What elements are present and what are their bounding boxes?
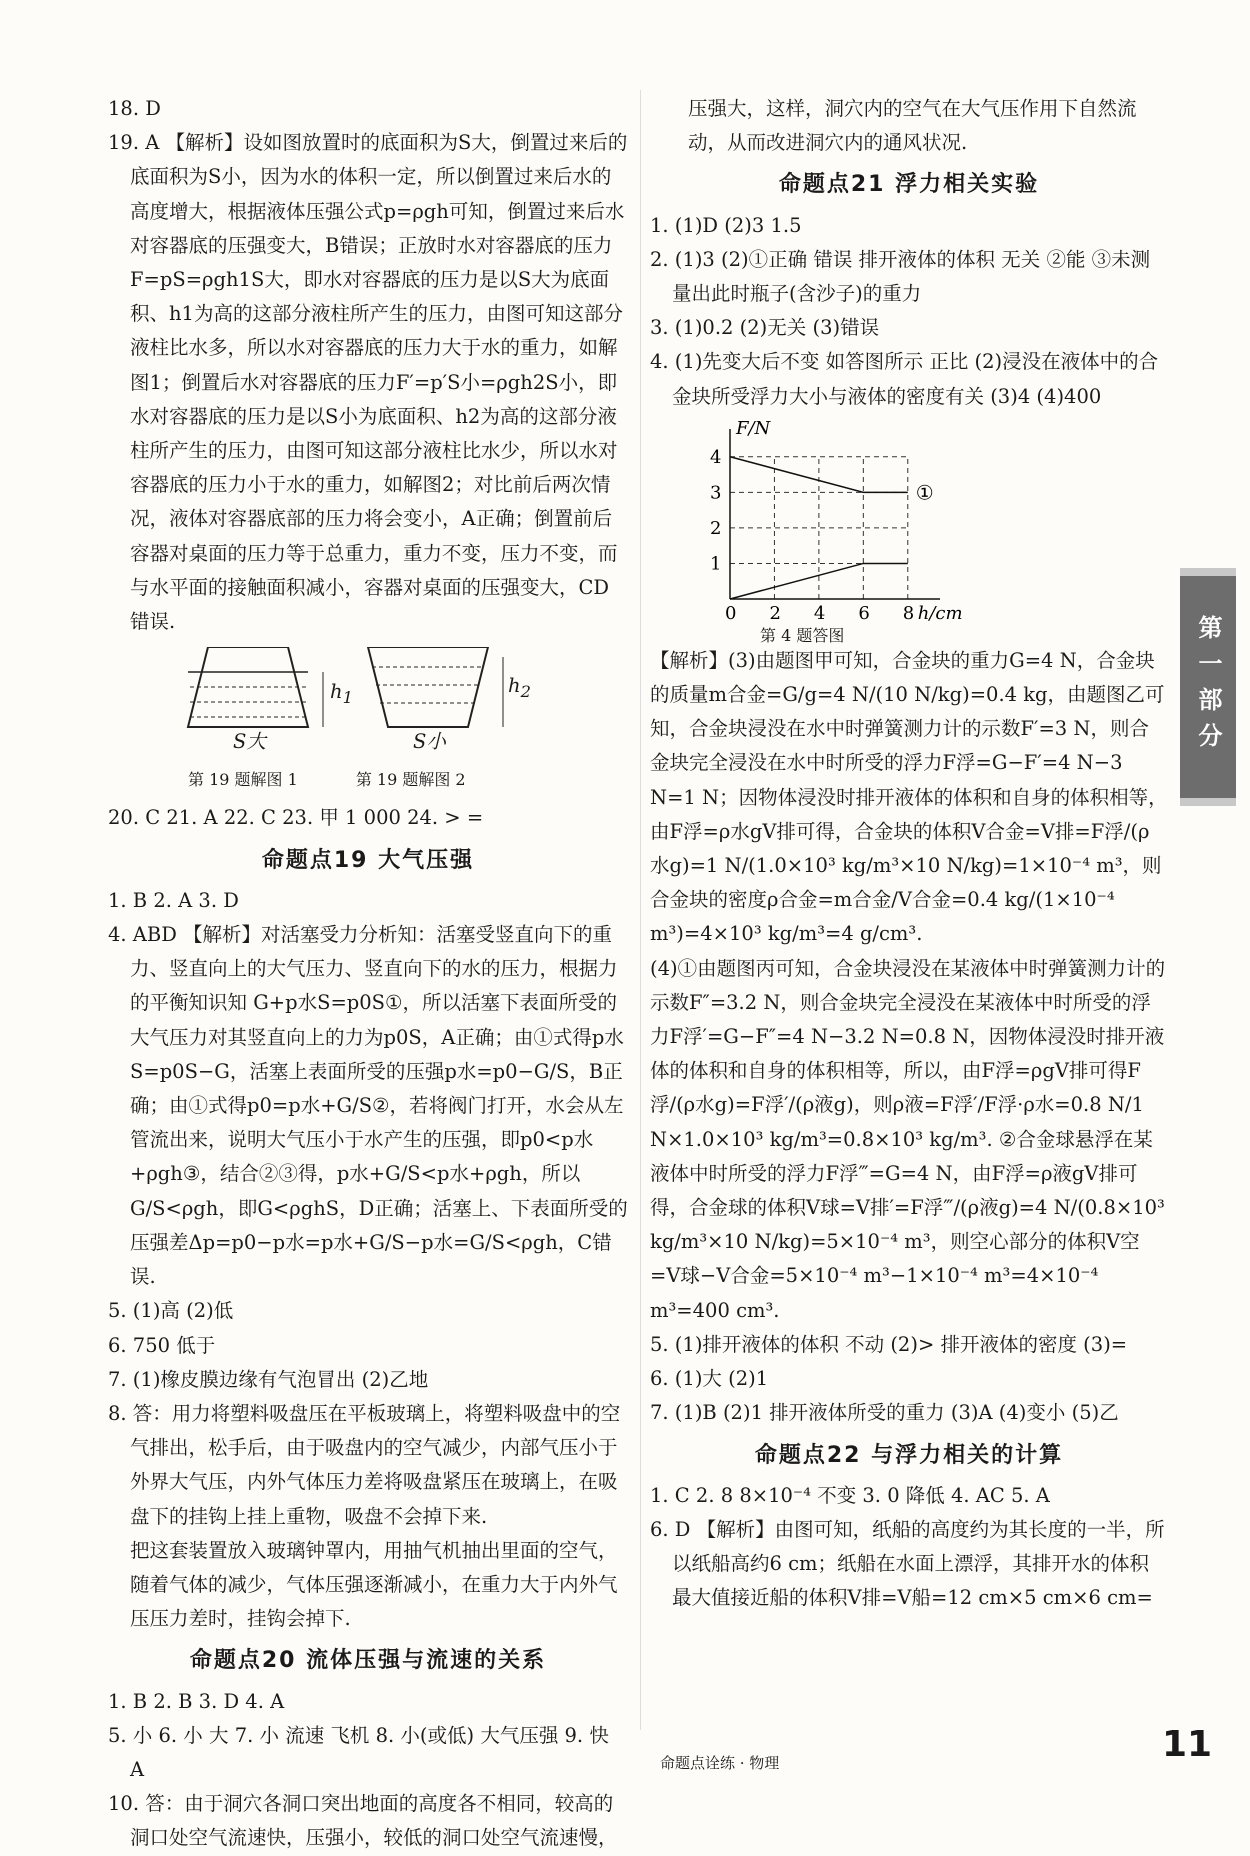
- fig1-caption: 第 19 题解图 1: [188, 770, 298, 790]
- section22-item: 6. D 【解析】由图可知，纸船的高度约为其长度的一半，所以纸船高约6 cm；纸船在水面上漂浮，其排开水的体积最大值接近船的体积V排=V船=12 cm×5 cm×6 cm=: [650, 1517, 1165, 1610]
- x-tick-label: 6: [858, 602, 870, 624]
- section21-item: 3. (1)0.2 (2)无关 (3)错误: [650, 316, 880, 340]
- y-axis-label: F/N: [736, 417, 771, 439]
- fig2-s-label: S小: [413, 730, 446, 754]
- section21-item: 7. (1)B (2)1 排开液体所受的重力 (3)A (4)变小 (5)乙: [650, 1401, 1119, 1425]
- container-2-outline: [368, 647, 488, 727]
- section-heading-22: 命题点22 与浮力相关的计算: [754, 1442, 1064, 1468]
- page-footer: 命题点诠练 · 物理: [660, 1754, 780, 1772]
- section21-item: 5. (1)排开液体的体积 不动 (2)> 排开液体的密度 (3)=: [650, 1332, 1128, 1356]
- chart-caption: 第 4 题答图: [760, 625, 845, 645]
- section19-item: 5. (1)高 (2)低: [108, 1299, 234, 1323]
- figure-19: [108, 645, 628, 763]
- section19-item: 1. B 2. A 3. D: [108, 888, 239, 912]
- section19-item: 4. ABD 【解析】对活塞受力分析知：活塞受竖直向下的重力、竖直向上的大气压力、竖直向下的水的压力，根据力的平衡知识知 G+p水S=p0S①，所以活塞下表面所受的大气压力对其竖直向上的力为p0S，A正确；由①式得p水S=p0S−G，活塞上表面所受的压强p水=p0−G/S，B正确；由①式得p0=p水+G/S②，若将阀门打开，水会从左管流出来，说明大气压小于水产生的压强，即p0<p水+ρgh③，结合②③得，p水+G/S<p水+ρgh，所以G/S<ρgh，即G<ρghS，D正确；活塞上、下表面所受的压强差Δp=p0−p水=p水+G/S−p水=G/S<ρgh，C错误.: [108, 923, 628, 1289]
- answer-19: 19. A 【解析】设如图放置时的底面积为S大，倒置过来后的底面积为S小，因为水的体积一定，所以倒置过来后水的高度增大，根据液体压强公式p=ρgh可知，倒置过来后水对容器底的压强变大，B错误；正放时水对容器底的压力F=pS=ρgh1S大，即水对容器底的压力是以S大为底面积、h1为高的这部分液柱所产生的压力，由图可知这部分液柱比水多，所以水对容器底的压力大于水的重力，如解图1；倒置后水对容器底的压力F′=p′S小=ρgh2S小，即水对容器底的压力是以S小为底面积、h2为高的这部分液柱所产生的压力，由图可知这部分液柱比水少，所以水对容器底的压力小于水的重力，如解图2；对比前后两次情况，液体对容器底部的压力将会变小，A正确；倒置前后容器对桌面的压力等于总重力，重力不变，压力不变，而与水平面的接触面积减小，容器对桌面的压强变大，CD错误.: [108, 131, 628, 634]
- x-tick-label: 8: [902, 602, 915, 624]
- section19-item: 7. (1)橡皮膜边缘有气泡冒出 (2)乙地: [108, 1367, 429, 1391]
- section-heading-19: 命题点19 大气压强: [261, 847, 475, 873]
- x-axis-label: h/cm: [917, 602, 963, 624]
- fig1-h-sub: 1: [342, 688, 353, 708]
- section21-analysis: 【解析】(3)由题图甲可知，合金块的重力G=4 N，合金块的质量m合金=G/g=4 N/(10 N/kg)=0.4 kg，由题图乙可知，合金块浸没在水中时弹簧测力计的示数F′=3 N，则合金块完全浸没在水中时所受的浮力F浮=G−F′=4 N−3 N=1 N；因物体浸没时排开液体的体积和自身的体积相等，由F浮=ρ水gV排可得，合金块的体积V合金=V排=F浮/(ρ水g)=1 N/(1.0×10³ kg/m³×10 N/kg)=1×10⁻⁴ m³，则合金块的密度ρ合金=m合金/V合金=0.4 kg/(1×10⁻⁴ m³)=4×10³ kg/m³=4 g/cm³.: [650, 648, 1168, 946]
- section-heading-21: 命题点21 浮力相关实验: [778, 172, 1040, 198]
- figure-19-captions: [188, 763, 628, 797]
- section-heading-20: 命题点20 流体压强与流速的关系: [189, 1648, 547, 1674]
- section19-item: 6. 750 低于: [108, 1333, 216, 1357]
- y-tick-label: 4: [710, 446, 722, 468]
- section20-item: 5. 小 6. 小 大 7. 小 流速 飞机 8. 小(或低) 大气压强 9. 快 A: [108, 1723, 609, 1781]
- column-divider: [640, 90, 641, 1730]
- section21-item: 2. (1)3 (2)①正确 错误 排开液体的体积 无关 ②能 ③未测量出此时瓶子(含沙子)的重力: [650, 247, 1151, 306]
- fig1-h-label: $h_1$: [330, 680, 353, 708]
- chart-annotation: ①: [915, 480, 934, 505]
- section19-item: 8. 答：用力将塑料吸盘压在平板玻璃上，将塑料吸盘中的空气排出，松手后，由于吸盘内的空气减少，内部气压小于外界大气压，内外气体压力差将吸盘紧压在玻璃上，在吸盘下的挂钩上挂上重物，吸盘不会掉下来.: [108, 1401, 621, 1528]
- section-side-tab: 第一部分: [1180, 568, 1236, 806]
- figure-19-drawing-2: [358, 647, 598, 737]
- section21-item: 6. (1)大 (2)1: [650, 1367, 769, 1391]
- section20-continuation: 压强大，这样，洞穴内的空气在大气压作用下自然流动，从而改进洞穴内的通风状况.: [688, 97, 1137, 155]
- right-column: [650, 92, 1168, 1616]
- fig2-h-label: $h_2$: [508, 674, 531, 702]
- x-tick-label: 4: [813, 602, 826, 624]
- fig2-h-sub: 2: [520, 682, 531, 702]
- fig1-s-label: S大: [233, 730, 266, 754]
- y-tick-label: 2: [710, 517, 722, 539]
- fig2-caption: 第 19 题解图 2: [355, 770, 466, 790]
- answer-chart: [650, 414, 1168, 644]
- y-tick-label: 3: [710, 482, 722, 504]
- section21-item: 4. (1)先变大后不变 如答图所示 正比 (2)浸没在液体中的合金块所受浮力大小与液体的密度有关 (3)4 (4)400: [650, 350, 1159, 408]
- answer-18: 18. D: [108, 97, 161, 120]
- chart-svg: [690, 414, 990, 624]
- section20-item: 1. B 2. B 3. D 4. A: [108, 1689, 285, 1713]
- x-tick-label: 2: [769, 602, 781, 624]
- section22-item: 1. C 2. 8 8×10⁻⁴ 不变 3. 0 降低 4. AC 5. A: [650, 1483, 1050, 1507]
- left-column: [108, 92, 628, 1856]
- section21-item: 1. (1)D (2)3 1.5: [650, 213, 802, 237]
- section20-item: 10. 答：由于洞穴各洞口突出地面的高度各不相同，较高的洞口处空气流速快，压强小，较低的洞口处空气流速慢，: [108, 1792, 618, 1850]
- section19-item: 把这套装置放入玻璃钟罩内，用抽气机抽出里面的空气，随着气体的减少，气体压强逐渐减小，在重力大于内外气压压力差时，挂钩会掉下.: [130, 1538, 618, 1631]
- y-tick-label: 1: [710, 553, 722, 575]
- section21-analysis: (4)①由题图丙可知，合金块浸没在某液体中时弹簧测力计的示数F″=3.2 N，则合金块完全浸没在某液体中时所受的浮力F浮′=G−F″=4 N−3.2 N=0.8 N，因物体浸没时排开液体的体积和自身的体积相等，所以，由F浮=ρgV排可得F浮/(ρ水g)=F浮′/(ρ液g)，则ρ液=F浮′/F浮·ρ水=0.8 N/1 N×1.0×10³ kg/m³=0.8×10³ kg/m³. ②合金球悬浮在某液体中时所受的浮力F浮‴=G=4 N，由F浮=ρ液gV排可得，合金球的体积V球=V排′=F浮‴/(ρ液g)=4 N/(0.8×10³ kg/m³×10 N/kg)=5×10⁻⁴ m³，则空心部分的体积V空=V球−V合金=5×10⁻⁴ m³−1×10⁻⁴ m³=4×10⁻⁴ m³=400 cm³.: [650, 956, 1166, 1322]
- answers-20-24: 20. C 21. A 22. C 23. 甲 1 000 24. > =: [108, 806, 484, 830]
- x-tick-label: 0: [725, 602, 737, 624]
- page-number: 11: [1162, 1724, 1213, 1765]
